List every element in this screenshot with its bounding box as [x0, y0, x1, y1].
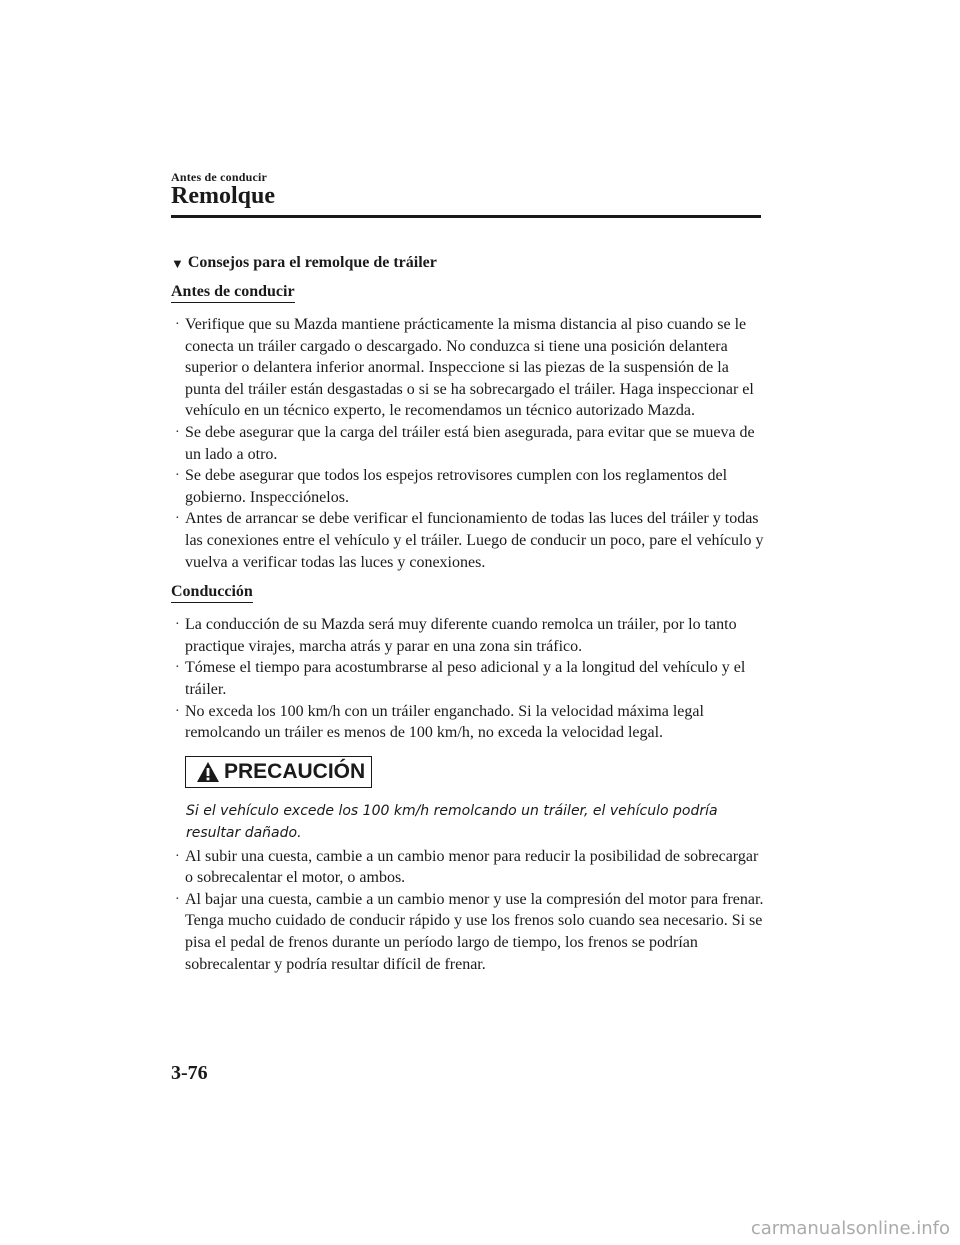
list-item: · Se debe asegurar que la carga del tráiler está bien asegurada, para evitar que se mueva de un lado a otro. — [175, 423, 755, 463]
triangle-down-icon: ▼ — [171, 255, 184, 271]
bullet-list-conduccion-cont — [171, 846, 766, 976]
list-item: · Tómese el tiempo para acostumbrarse al peso adicional y a la longitud del vehículo y el tráiler. — [175, 659, 746, 698]
bullet-icon: · — [175, 848, 180, 864]
list-item: · Antes de arrancar se debe verificar el funcionamiento de todas las luces del tráiler y todas las conexiones entre el vehículo y el tráiler. Luego de conducir un poco, pare el vehículo y vuelva a verificar todas las luces y conexiones. — [175, 510, 764, 571]
caution-label: PRECAUCIÓN — [224, 759, 366, 783]
section-heading-text: Consejos para el remolque de tráiler — [187, 254, 437, 271]
bullet-icon: · — [175, 511, 180, 527]
page-title: Remolque — [171, 183, 275, 209]
bullet-list-antes — [171, 314, 766, 573]
list-item: · Se debe asegurar que todos los espejos retrovisores cumplen con los reglamentos del gobierno. Inspecciónelos. — [175, 467, 728, 506]
list-item: · No exceda los 100 km/h con un tráiler enganchado. Si la velocidad máxima legal remolcando un tráiler es menos de 100 km/h, no exceda la velocidad legal. — [175, 702, 704, 742]
caution-box — [185, 756, 372, 788]
bullet-icon: · — [175, 891, 180, 907]
header-rule — [171, 215, 761, 218]
section-heading — [171, 252, 766, 274]
header-section-label: Antes de conducir — [171, 170, 268, 184]
list-item: · Verifique que su Mazda mantiene prácticamente la misma distancia al piso cuando se le conecta un tráiler cargado o descargado. No conduzca si tiene una posición delantera superior o delantera inferior anormal. Inspeccione si las piezas de la suspensión de la punta del tráiler están desgastadas o si se ha sobrecargado el tráiler. Haga inspeccionar el vehículo en un técnico experto, le recomendamos un técnico autorizado Mazda. — [175, 316, 754, 420]
main-content — [171, 252, 766, 985]
bullet-icon: · — [175, 703, 180, 719]
page-number: 3-76 — [171, 1062, 208, 1084]
bullet-icon: · — [175, 317, 180, 332]
list-item: · Al subir una cuesta, cambie a un cambio menor para reducir la posibilidad de sobrecargar o sobrecalentar el motor, o ambos. — [175, 847, 759, 887]
warning-triangle-icon — [196, 761, 220, 783]
watermark: carmanualsonline.info — [750, 1218, 950, 1239]
list-item: · Al bajar una cuesta, cambie a un cambio menor y use la compresión del motor para frenar. Tenga mucho cuidado de conducir rápido y use los frenos solo cuando sea necesario. Si se pisa el pedal de frenos durante un período largo de tiempo, los frenos se podrían sobrecalentar y podría resultar difícil de frenar. — [175, 890, 764, 973]
subhead-antes: Antes de conducir — [171, 283, 295, 303]
subhead-conduccion: Conducción — [171, 583, 253, 603]
caution-text: Si el vehículo excede los 100 km/h remolcando un tráiler, el vehículo podría resultar dañado. — [186, 802, 718, 841]
bullet-icon: · — [175, 617, 180, 633]
list-item: · La conducción de su Mazda será muy diferente cuando remolca un tráiler, por lo tanto practique virajes, marcha atrás y parar en una zona sin tráfico. — [175, 616, 737, 655]
bullet-icon: · — [175, 424, 180, 440]
bullet-icon: · — [175, 660, 180, 676]
bullet-list-conduccion — [171, 614, 766, 744]
bullet-icon: · — [175, 468, 180, 484]
